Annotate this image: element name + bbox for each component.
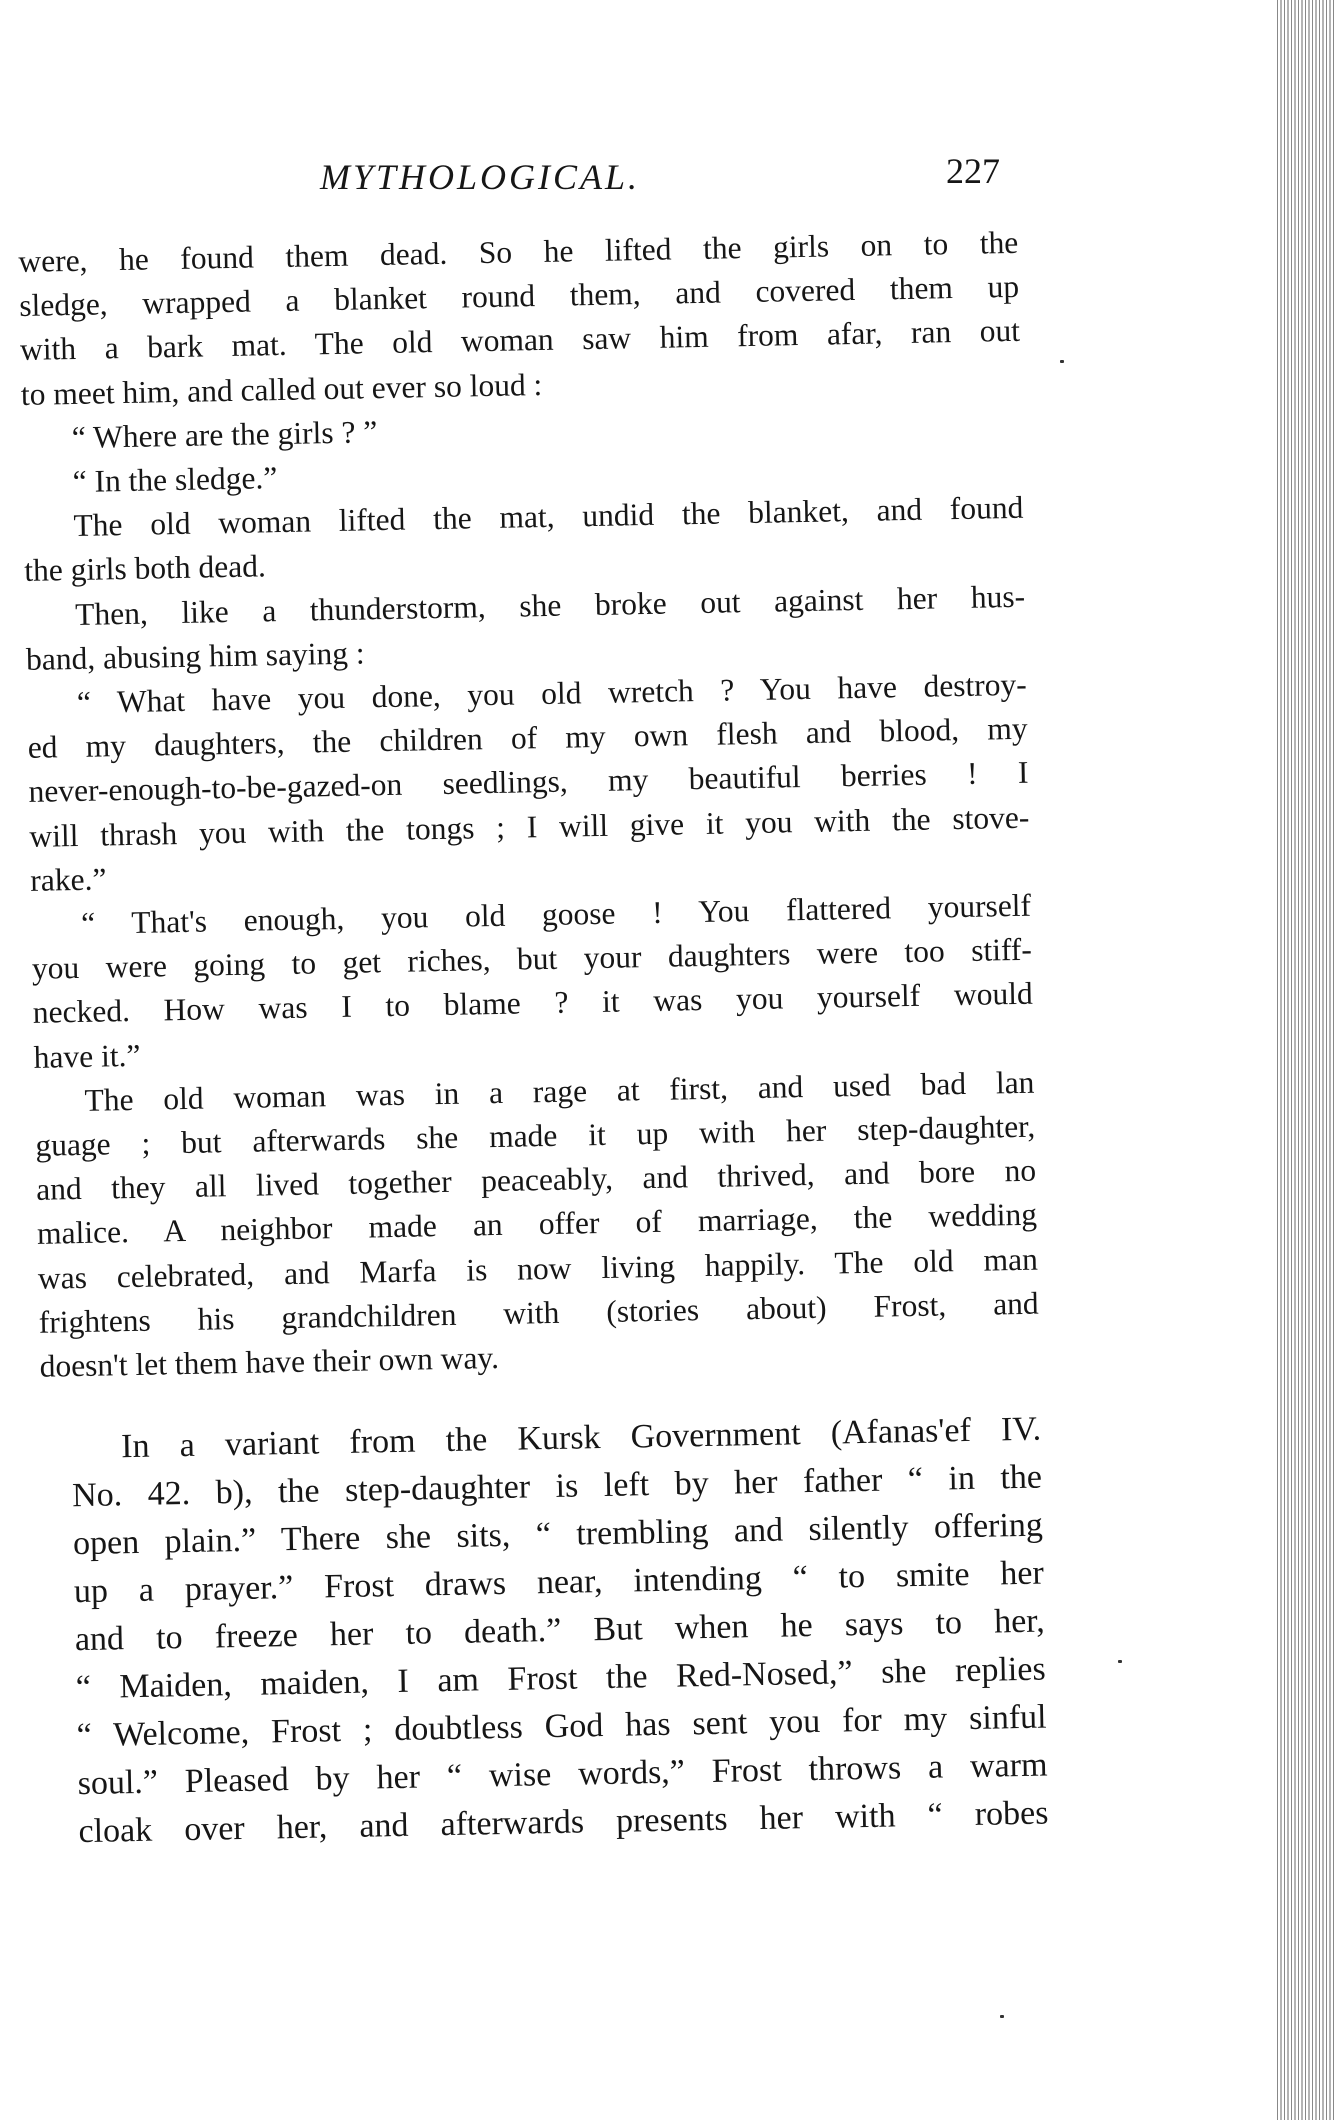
text-line: The old woman lifted the mat, undid the blanket, and found bbox=[73, 489, 1024, 544]
text-line: soul.” Pleased by her “ wise words,” Frost throws a warm bbox=[77, 1746, 1048, 1803]
print-speck bbox=[1118, 1660, 1122, 1663]
text-line: The old woman was in a rage at first, and used bad lan bbox=[84, 1064, 1035, 1118]
print-speck bbox=[1000, 2015, 1004, 2018]
text-line: No. 42. b), the step-daughter is left by her father “ in the bbox=[71, 1458, 1043, 1515]
dialogue-line: “ That's enough, you old goose ! You flattered yourself bbox=[80, 887, 1032, 941]
text-line: will thrash you with the tongs ; I will give it you with the stove- bbox=[29, 799, 1030, 854]
text-line: frightens his grandchildren with (stories about) Frost, and bbox=[38, 1285, 1039, 1340]
page-number: 227 bbox=[946, 151, 1000, 191]
text-line: guage ; but afterwards she made it up with her step-daughter, bbox=[35, 1108, 1036, 1163]
dialogue-line: “ In the sledge.” bbox=[72, 460, 278, 500]
text-line: open plain.” There she sits, “ trembling and silently offering bbox=[72, 1506, 1044, 1563]
text-line: In a variant from the Kursk Government (Afanas'ef IV. bbox=[120, 1410, 1042, 1466]
text-line: band, abusing him saying : bbox=[25, 635, 365, 677]
text-line: were, he found them dead. So he lifted the girls on to the bbox=[18, 224, 1019, 279]
dialogue-line: “ Where are the girls ? ” bbox=[71, 413, 378, 455]
text-line: cloak over her, and afterwards presents her with “ robes bbox=[78, 1794, 1049, 1851]
text-line: never-enough-to-be-gazed-on seedlings, my beautiful berries ! I bbox=[28, 755, 1029, 810]
text-line: “ Welcome, Frost ; doubtless God has sent you for my sinful bbox=[76, 1698, 1047, 1755]
text-line: rake.” bbox=[29, 861, 107, 898]
text-line: doesn't let them have their own way. bbox=[39, 1340, 500, 1384]
text-line: Then, like a thunderstorm, she broke out against her hus- bbox=[74, 578, 1026, 632]
story-section bbox=[18, 221, 1040, 1389]
text-line: and to freeze her to death.” But when he says to her, bbox=[74, 1602, 1046, 1659]
text-line: to meet him, and called out ever so loud : bbox=[20, 366, 543, 412]
running-title: MYTHOLOGICAL. bbox=[320, 157, 641, 197]
text-line: “ Maiden, maiden, I am Frost the Red-Nosed,” she replies bbox=[75, 1650, 1046, 1707]
text-line: and they all lived together peaceably, and thrived, and bore no bbox=[35, 1152, 1037, 1208]
text-line: with a bark mat. The old woman saw him from afar, ran out bbox=[19, 313, 1021, 368]
text-line: up a prayer.” Frost draws near, intending “ to smite her bbox=[73, 1554, 1045, 1611]
text-line: sledge, wrapped a blanket round them, and covered them up bbox=[18, 268, 1020, 324]
dialogue-line: “ What have you done, you old wretch ? You have destroy- bbox=[76, 666, 1028, 720]
page-header bbox=[300, 150, 1000, 210]
body-text bbox=[18, 221, 1049, 1857]
text-line: malice. A neighbor made an offer of marriage, the wedding bbox=[36, 1197, 1038, 1252]
text-line: you were going to get riches, but your daughters were too stiff- bbox=[31, 931, 1033, 987]
text-line: was celebrated, and Marfa is now living happily. The old man bbox=[37, 1241, 1039, 1296]
text-line: ed my daughters, the children of my own flesh and blood, my bbox=[27, 710, 1028, 766]
commentary-section bbox=[41, 1406, 1049, 1857]
text-line: have it.” bbox=[33, 1037, 141, 1075]
page-binding-edge bbox=[1275, 0, 1335, 2120]
text-line: necked. How was I to blame ? it was you yourself would bbox=[32, 976, 1033, 1031]
text-line: the girls both dead. bbox=[24, 548, 267, 589]
print-speck bbox=[1060, 360, 1064, 363]
